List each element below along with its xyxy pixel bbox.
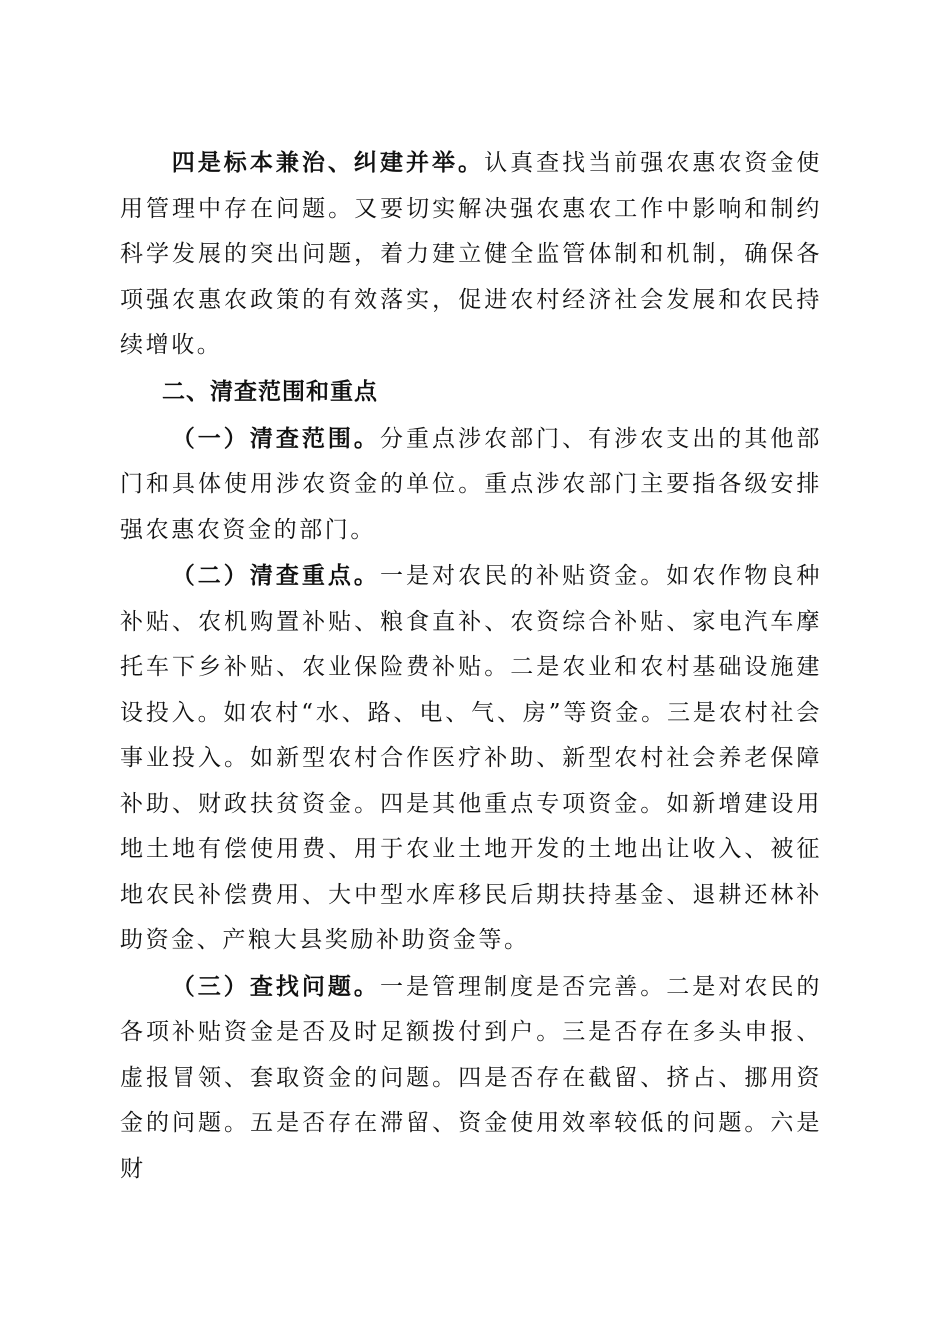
paragraph-lead: （一）清查范围。 xyxy=(171,424,380,452)
paragraph-lead: （三）查找问题。 xyxy=(171,972,380,1000)
paragraph-lead: （二）清查重点。 xyxy=(171,562,380,589)
paragraph-dual-approach xyxy=(120,140,822,369)
paragraph-text: 分重点涉农部门、有涉农支出的其他部门和具体使用涉农资金的单位。重点涉农部门主要指各级安排强农惠农资金的部门。 xyxy=(120,425,822,543)
paragraph-inspection-focus xyxy=(120,553,822,964)
paragraph-lead: 四是标本兼治、纠建并举。 xyxy=(171,149,485,176)
paragraph-find-problems xyxy=(120,964,822,1193)
paragraph-text: 一是管理制度是否完善。二是对农民的各项补贴资金是否及时足额拨付到户。三是否存在多头申报、虚报冒领、套取资金的问题。四是否存在截留、挤占、挪用资金的问题。五是否存在滞留、资金使用效率较低的问题。六是财 xyxy=(120,973,822,1182)
paragraph-text: 认真查找当前强农惠农资金使用管理中存在问题。又要切实解决强农惠农工作中影响和制约科学发展的突出问题，着力建立健全监管体制和机制，确保各项强农惠农政策的有效落实，促进农村经济社会发展和农民持续增收。 xyxy=(120,150,822,358)
document-body xyxy=(120,140,822,1192)
paragraph-inspection-scope xyxy=(120,416,822,554)
section-heading-scope-and-focus: 二、清查范围和重点 xyxy=(162,378,378,405)
paragraph-text: 一是对农民的补贴资金。如农作物良种补贴、农机购置补贴、粮食直补、农资综合补贴、家电汽车摩托车下乡补贴、农业保险费补贴。二是农业和农村基础设施建设投入。如农村“水、路、电、气、房”等资金。三是农村社会事业投入。如新型农村合作医疗补助、新型农村社会养老保障补助、财政扶贫资金。四是其他重点专项资金。如新增建设用地土地有偿使用费、用于农业土地开发的土地出让收入、被征地农民补偿费用、大中型水库移民后期扶持基金、退耕还林补助资金、产粮大县奖励补助资金等。 xyxy=(120,563,822,953)
